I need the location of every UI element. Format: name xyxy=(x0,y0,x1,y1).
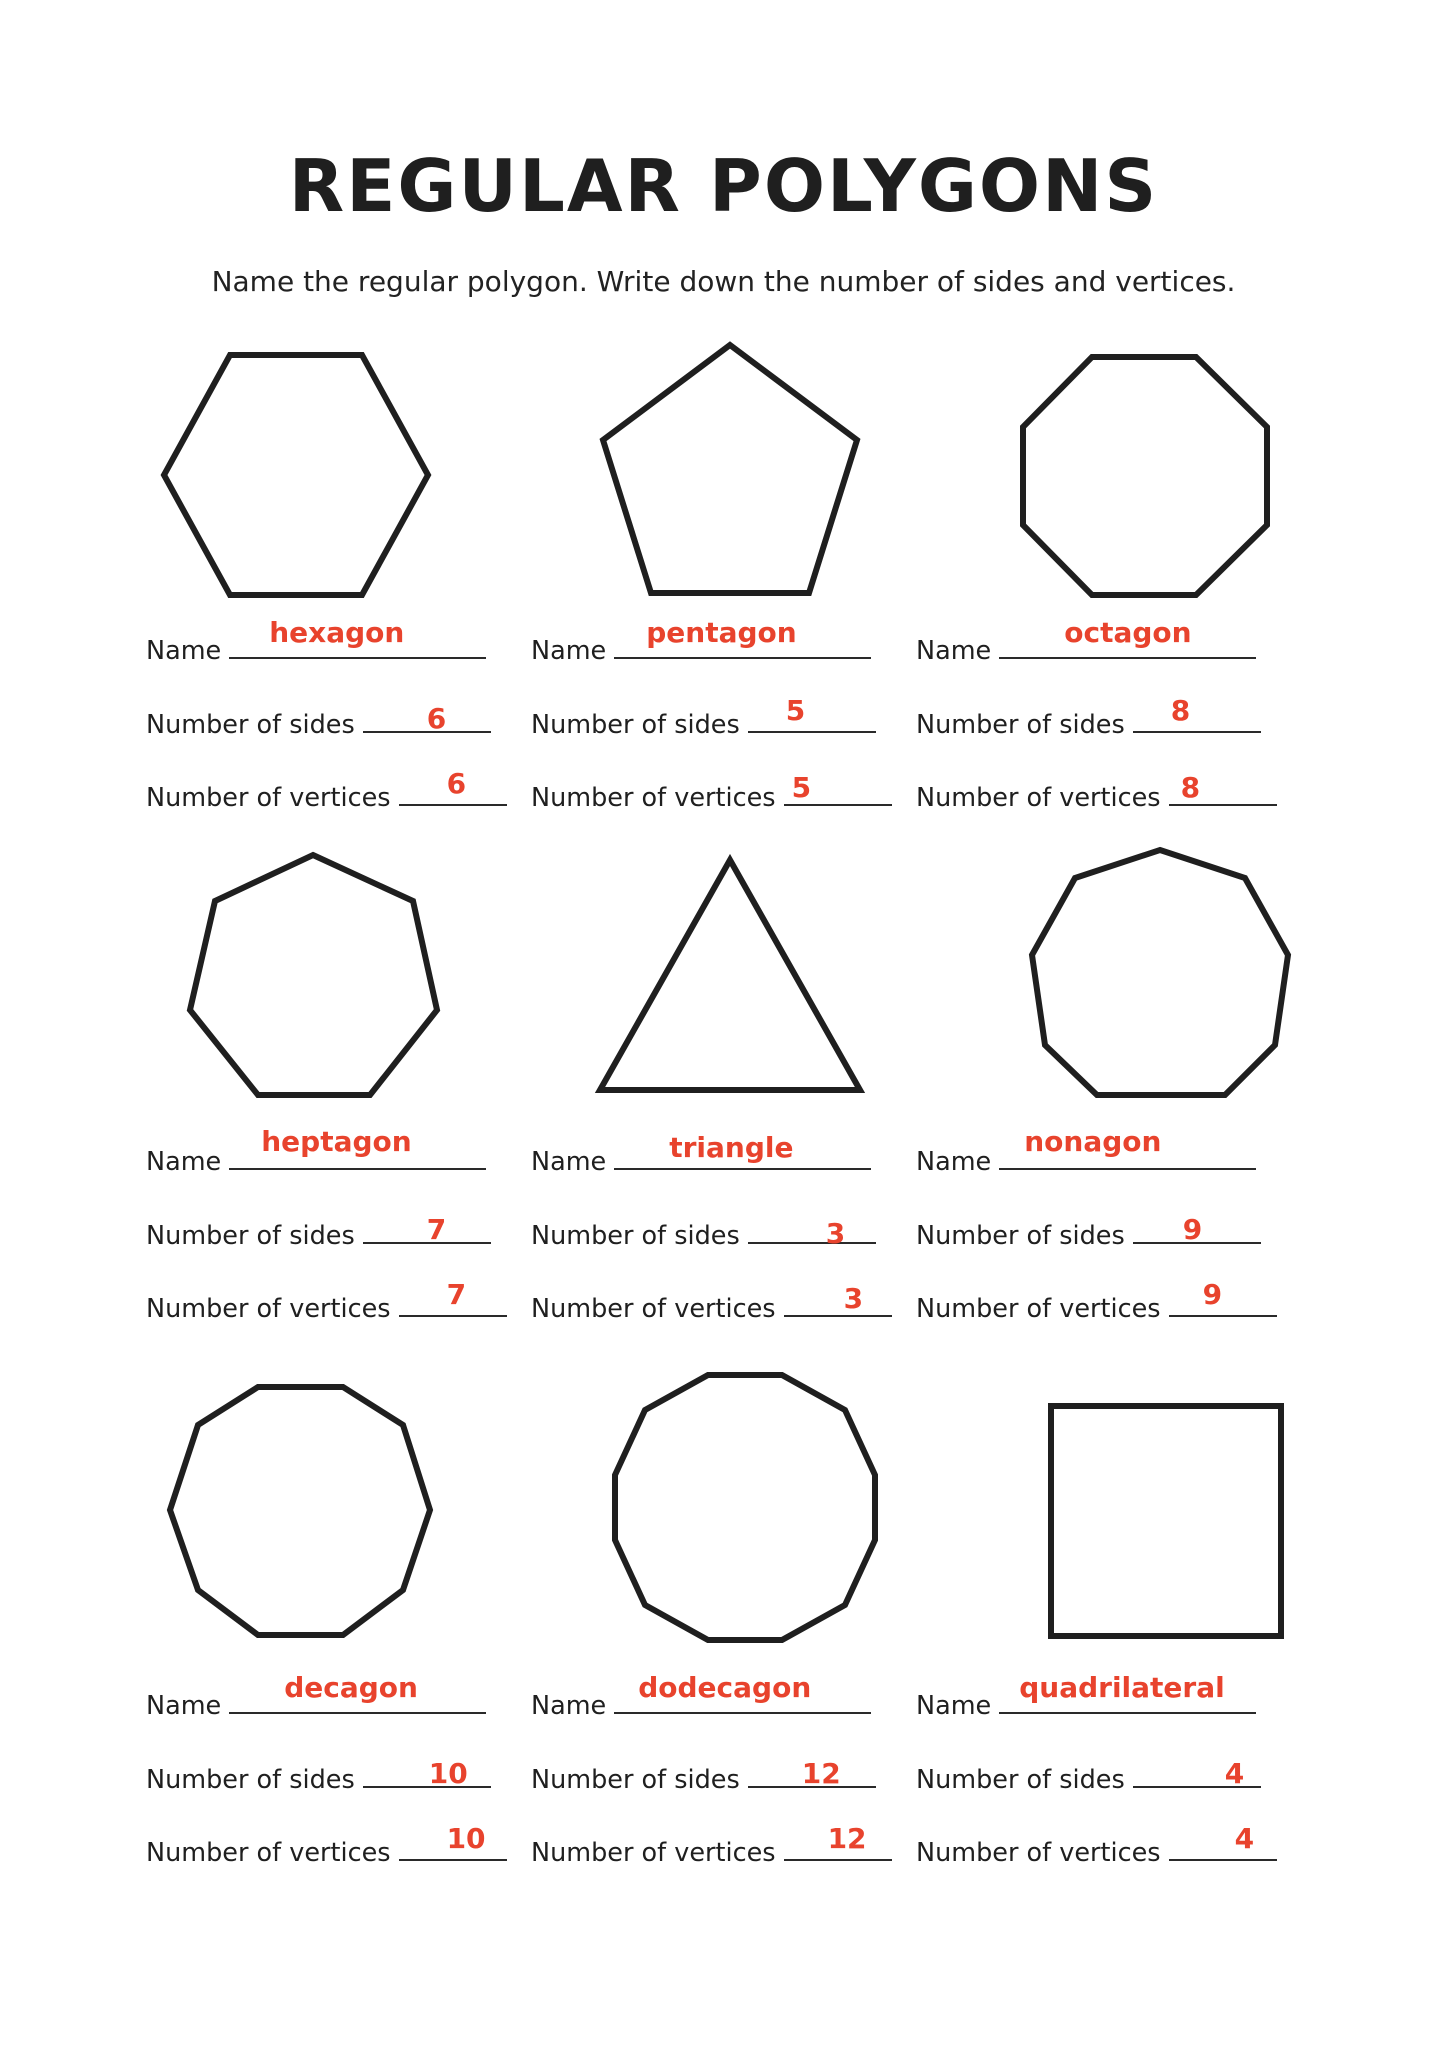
name-label: Name xyxy=(146,1691,222,1721)
name-field xyxy=(916,616,1256,666)
vertices-label: Number of vertices xyxy=(531,1294,776,1324)
sides-field xyxy=(531,694,876,740)
sides-label: Number of sides xyxy=(146,1221,355,1251)
vertices-answer: 6 xyxy=(446,767,467,800)
answer-line xyxy=(363,1757,491,1790)
answer-line xyxy=(229,616,486,659)
octagon-icon xyxy=(1010,345,1280,605)
name-label: Name xyxy=(916,1147,992,1177)
instructions: Name the regular polygon. Write down the number of sides and vertices. xyxy=(211,265,1236,298)
name-label: Name xyxy=(916,636,992,666)
answer-line xyxy=(229,1125,486,1170)
vertices-answer: 7 xyxy=(446,1278,467,1311)
name-field xyxy=(916,1125,1256,1177)
answer-line xyxy=(784,1822,892,1861)
name-answer: hexagon xyxy=(269,616,405,649)
name-answer: heptagon xyxy=(261,1125,412,1158)
sides-field xyxy=(916,694,1261,740)
vertices-answer: 4 xyxy=(1234,1822,1255,1855)
vertices-label: Number of vertices xyxy=(146,783,391,813)
answer-line xyxy=(748,694,876,733)
vertices-field xyxy=(531,1282,892,1324)
vertices-field xyxy=(531,771,892,813)
sides-answer: 12 xyxy=(801,1757,841,1790)
sides-field xyxy=(531,1217,876,1251)
answer-line xyxy=(399,1278,507,1317)
sides-label: Number of sides xyxy=(531,1765,740,1795)
name-label: Name xyxy=(531,636,607,666)
answer-line xyxy=(1169,1822,1277,1861)
answer-line xyxy=(1133,694,1261,733)
answer-line xyxy=(748,1757,876,1790)
vertices-label: Number of vertices xyxy=(916,783,1161,813)
pentagon-icon xyxy=(585,335,875,605)
sides-field xyxy=(146,1757,491,1795)
answer-line xyxy=(999,1125,1256,1170)
name-field xyxy=(146,616,486,666)
sides-field xyxy=(146,702,491,740)
vertices-field xyxy=(146,767,507,813)
sides-label: Number of sides xyxy=(916,710,1125,740)
heptagon-icon xyxy=(175,845,455,1105)
answer-line xyxy=(399,1822,507,1861)
answer-line xyxy=(999,1671,1256,1714)
name-label: Name xyxy=(531,1691,607,1721)
dodecagon-icon xyxy=(600,1365,890,1650)
name-label: Name xyxy=(916,1691,992,1721)
sides-field xyxy=(146,1213,491,1251)
square-icon xyxy=(1045,1400,1290,1645)
vertices-label: Number of vertices xyxy=(146,1838,391,1868)
answer-line xyxy=(784,1282,892,1317)
name-field xyxy=(916,1671,1256,1721)
vertices-label: Number of vertices xyxy=(916,1294,1161,1324)
vertices-field xyxy=(916,771,1277,813)
name-answer: pentagon xyxy=(646,616,797,649)
name-label: Name xyxy=(531,1147,607,1177)
sides-label: Number of sides xyxy=(916,1765,1125,1795)
name-answer: quadrilateral xyxy=(1019,1671,1225,1704)
answer-line xyxy=(748,1217,876,1250)
sides-answer: 4 xyxy=(1224,1757,1245,1790)
answer-line xyxy=(614,1131,871,1170)
sides-answer: 3 xyxy=(825,1217,846,1250)
name-answer: decagon xyxy=(284,1671,418,1704)
name-answer: triangle xyxy=(669,1131,794,1164)
vertices-answer: 9 xyxy=(1202,1278,1223,1311)
name-answer: octagon xyxy=(1064,616,1192,649)
sides-answer: 7 xyxy=(426,1213,447,1246)
vertices-answer: 8 xyxy=(1180,771,1201,804)
name-field xyxy=(531,1671,871,1721)
vertices-label: Number of vertices xyxy=(916,1838,1161,1868)
name-field xyxy=(146,1125,486,1177)
sides-label: Number of sides xyxy=(916,1221,1125,1251)
decagon-icon xyxy=(155,1375,445,1650)
sides-field xyxy=(916,1757,1261,1795)
sides-answer: 9 xyxy=(1182,1213,1203,1246)
sides-answer: 10 xyxy=(428,1757,468,1790)
sides-label: Number of sides xyxy=(531,1221,740,1251)
answer-line xyxy=(229,1671,486,1714)
sides-answer: 6 xyxy=(426,702,447,735)
vertices-label: Number of vertices xyxy=(531,783,776,813)
sides-answer: 8 xyxy=(1170,694,1191,727)
vertices-answer: 10 xyxy=(446,1822,486,1855)
page-title: REGULAR POLYGONS xyxy=(288,144,1159,228)
answer-line xyxy=(363,702,491,735)
name-answer: dodecagon xyxy=(638,1671,812,1704)
name-field xyxy=(531,616,871,666)
vertices-field xyxy=(146,1822,507,1868)
sides-answer: 5 xyxy=(785,694,806,727)
answer-line xyxy=(784,771,892,806)
name-label: Name xyxy=(146,1147,222,1177)
answer-line xyxy=(1133,1213,1261,1246)
answer-line xyxy=(1133,1757,1261,1790)
vertices-answer: 5 xyxy=(791,771,812,804)
hexagon-icon xyxy=(150,345,440,605)
answer-line xyxy=(614,1671,871,1714)
answer-line xyxy=(999,616,1256,659)
nonagon-icon xyxy=(1015,840,1305,1110)
vertices-answer: 3 xyxy=(843,1282,864,1315)
answer-line xyxy=(614,616,871,659)
vertices-field xyxy=(916,1822,1277,1868)
sides-field xyxy=(916,1213,1261,1251)
name-label: Name xyxy=(146,636,222,666)
answer-line xyxy=(1169,1278,1277,1317)
name-field xyxy=(146,1671,486,1721)
vertices-field xyxy=(916,1278,1277,1324)
vertices-field xyxy=(531,1822,892,1868)
vertices-label: Number of vertices xyxy=(531,1838,776,1868)
triangle-icon xyxy=(585,850,875,1105)
answer-line xyxy=(363,1213,491,1246)
sides-field xyxy=(531,1757,876,1795)
vertices-field xyxy=(146,1278,507,1324)
vertices-answer: 12 xyxy=(827,1822,867,1855)
sides-label: Number of sides xyxy=(531,710,740,740)
answer-line xyxy=(1169,771,1277,806)
name-field xyxy=(531,1131,871,1177)
sides-label: Number of sides xyxy=(146,710,355,740)
answer-line xyxy=(399,767,507,806)
vertices-label: Number of vertices xyxy=(146,1294,391,1324)
name-answer: nonagon xyxy=(1024,1125,1162,1158)
sides-label: Number of sides xyxy=(146,1765,355,1795)
